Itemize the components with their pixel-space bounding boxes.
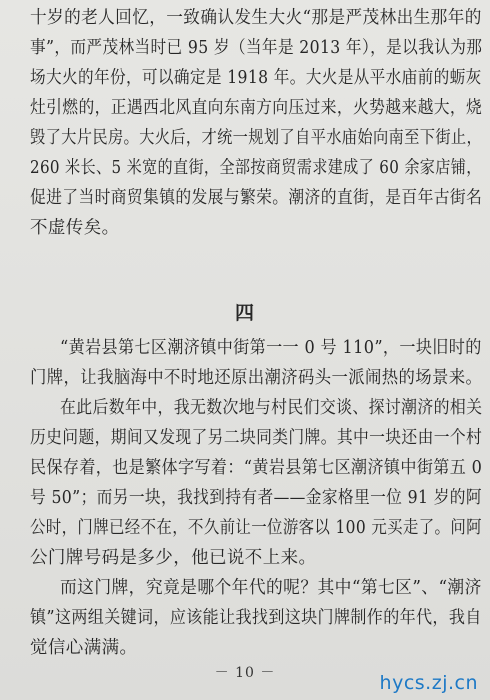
paragraph-1-line: 不虚传矣。 [30, 218, 120, 238]
paragraph-4-line: 觉信心满满。 [30, 638, 138, 658]
paragraph-3-line: 号 50”；而另一块，我找到持有者——金家格里一位 91 岁的阿 [30, 488, 482, 508]
paragraph-1-line: 260 米长、5 米宽的直街，全部按商贸需求建成了 60 余家店铺， [30, 158, 482, 178]
paragraph-3-line: 公时，门牌已经不在，不久前让一位游客以 100 元买走了。问阿 [30, 518, 482, 538]
paragraph-1-line: 灶引燃的，正遇西北风直向东南方向压过来，火势越来越大，烧 [30, 98, 483, 118]
paragraph-2-line: 门牌，让我脑海中不时地还原出潮济码头一派闹热的场景来。 [30, 368, 483, 388]
paragraph-1-line: 事”，而严茂林当时已 95 岁（当年是 2013 年），是以我认为那 [30, 38, 483, 58]
section-heading: 四 [234, 302, 255, 324]
paragraph-3-line: 公门牌号码是多少，他已说不上来。 [30, 548, 317, 568]
paragraph-3-line: 历史问题，期间又发现了另二块同类门牌。其中一块还由一个村 [30, 428, 483, 448]
paragraph-1-line: 场大火的年份，可以确定是 1918 年。大火是从平水庙前的蛎灰 [30, 68, 482, 88]
paragraph-4-line: 而这门牌，究竟是哪个年代的呢？其中“第七区”、“潮济 [60, 578, 482, 598]
paragraph-3-line: 民保存着，也是繁体字写着：“黄岩县第七区潮济镇中街第五 0 [30, 458, 483, 478]
paragraph-1-line: 十岁的老人回忆，一致确认发生大火“那是严茂林出生那年的 [30, 8, 482, 28]
paragraph-1-line: 促进了当时商贸集镇的发展与繁荣。潮济的直街，是百年古街名 [30, 188, 483, 208]
paragraph-4-line: 镇”这两组关键词，应该能让我找到这块门牌制作的年代，我自 [30, 608, 482, 628]
paragraph-1-line: 毁了大片民房。大火后，才统一规划了自平水庙始向南至下街止， [30, 128, 483, 148]
watermark: hycs.zj.cn [379, 672, 478, 694]
paragraph-2-line: “黄岩县第七区潮济镇中街第一一 0 号 110”，一块旧时的 [60, 338, 482, 358]
page-number: － 10 － [214, 665, 276, 681]
paragraph-3-line: 在此后数年中，我无数次地与村民们交谈、探讨潮济的相关 [60, 398, 483, 418]
